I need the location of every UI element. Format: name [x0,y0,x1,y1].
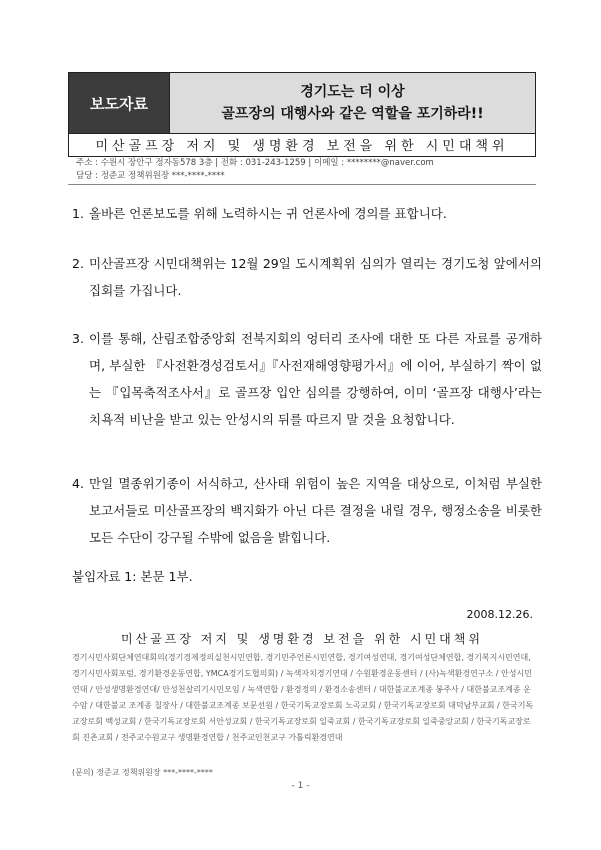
list-item [72,200,542,227]
item-text: 이를 통해, 산림조합중앙회 전북지회의 엉터리 조사에 대한 또 다른 자료를 공개하며, 부실한 『사전환경성검토서』『사전재해영향평가서』에 이어, 부실하기 짝이 없는 『입목축적조사서』로 골프장 입안 심의를 강행하여, 이미 ‘골프장 대행사’라는 치욕적 비난을 받고 있는 안성시의 뒤를 따르지 말 것을 요청합니다. [89,331,542,427]
contact-address: 주소 : 수원시 장안구 정자동578 3층 | 전화 : 031-243-1259 | 이메일 : ********@naver.com [76,158,434,168]
contact-person: 담당 : 정준교 정책위원장 ***-****-**** [76,171,225,181]
page-number: - 1 - [291,781,310,791]
contact-info [76,157,536,183]
item-number: 2. [72,256,84,271]
footer-committee-name: 미산골프장 저지 및 생명환경 보전을 위한 시민대책위 [121,632,483,646]
attachment-note: 붙임자료 1: 본문 1부. [72,569,193,584]
divider [68,184,536,185]
committee-name: 미산골프장 저지 및 생명환경 보전을 위한 시민대책위 [68,132,536,157]
item-text: 올바른 언론보도를 위해 노력하시는 귀 언론사에 경의를 표합니다. [89,206,447,221]
inquiry-contact: (문의) 정준교 정책위원장 ***-****-**** [72,768,213,777]
list-item [72,470,542,551]
headline-line-1: 경기도는 더 이상 [300,84,405,100]
header-box [68,72,536,134]
headline-line-2: 골프장의 대행사와 같은 역할을 포기하라!! [221,106,484,122]
item-text: 미산골프장 시민대책위는 12월 29일 도시계획위 심의가 열리는 경기도청 앞에서의 집회를 가집니다. [89,256,542,298]
item-number: 4. [72,476,84,491]
member-organizations: 경기시민사회단체연대회의(경기경제정의실천시민연합, 경기민주언론시민연합, 경기여성연대, 경기여성단체연합, 경기복지시민연대, 경기시민사회포럼, 경기환경운동연합, YMCA경기도협의회) / 녹색자치경기연대 / 수원환경운동센터 / (사)녹색환경연구소 / 안성시민연대 / 안성생명환경연대/ 안성천살리기시민모임 / 녹색연합 / 환경정의 / 환경소송센터 / 대한불교조계종 봉주사 / 대한불교조계종 운수암 / 대한불교 조계종 칠장사 / 대한불교조계종 보문선원 / 한국기독교장로회 노곡교회 / 한국기독교장로회 대덕남부교회 / 한국기독교장로회 백성교회 / 한국기독교장로회 서안성교회 / 한국기독교장로회 일죽교회 / 한국기독교장로회 일죽중앙교회 / 한국기독교장로회 진촌교회 / 전주교수원교구 생명환경연합 / 천주교인천교구 가톨릭환경연대 [72,653,534,742]
headline [170,73,535,133]
list-item [72,325,542,433]
item-number: 1. [72,206,84,221]
item-number: 3. [72,331,84,346]
item-text: 만일 멸종위기종이 서식하고, 산사태 위험이 높은 지역을 대상으로, 이처럼 부실한 보고서들로 미산골프장의 백지화가 아닌 다른 결정을 내릴 경우, 행정소송을 비롯한 모든 수단이 강구될 수밖에 없음을 밝힙니다. [89,476,542,545]
press-release-tag: 보도자료 [69,73,170,133]
release-date: 2008.12.26. [466,608,533,621]
list-item [72,250,542,304]
